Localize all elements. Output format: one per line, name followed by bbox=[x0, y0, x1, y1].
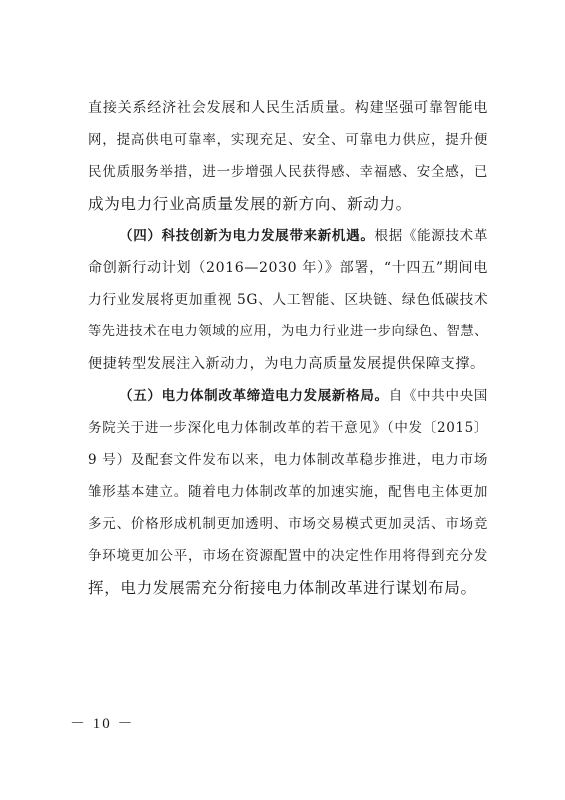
paragraph-system-reform bbox=[88, 380, 488, 604]
text-line: 便捷转型发展注入新动力，为电力高质量发展提供保障支撑。 bbox=[88, 356, 485, 372]
text-line: 9 号）及配套文件发布以来，电力体制改革稳步推进，电力市场 bbox=[88, 452, 488, 468]
text-line: 直接关系经济社会发展和人民生活质量。构建坚强可靠智能电 bbox=[88, 100, 488, 116]
text-run: 自《中共中央国 bbox=[388, 388, 488, 404]
text-line: 争环境更加公平，市场在资源配置中的决定性作用将得到充分发 bbox=[88, 548, 488, 564]
text-line: 成为电力行业高质量发展的新方向、新动力。 bbox=[88, 195, 412, 213]
text-line: 命创新行动计划（2016—2030 年）》部署，“十四五”期间电 bbox=[88, 260, 488, 276]
text-line: 民优质服务举措，进一步增强人民获得感、幸福感、安全感，已 bbox=[88, 164, 488, 180]
text-line: 务院关于进一步深化电力体制改革的若干意见》（中发〔2015〕 bbox=[88, 420, 488, 436]
text-line: 等先进技术在电力领域的应用，为电力行业进一步向绿色、智慧、 bbox=[88, 324, 488, 339]
text-run: 根据《能源技术革 bbox=[374, 228, 488, 244]
text-line: 网，提高供电可靠率，实现充足、安全、可靠电力供应，提升便 bbox=[88, 132, 488, 148]
paragraph-tech-innovation bbox=[88, 220, 488, 380]
text-line bbox=[88, 380, 488, 412]
text-line: 多元、价格形成机制更加透明、市场交易模式更加灵活、市场竞 bbox=[88, 516, 488, 532]
text-line: 雏形基本建立。随着电力体制改革的加速实施，配售电主体更加 bbox=[88, 484, 488, 500]
paragraph-continuation bbox=[88, 92, 488, 220]
page-number: － 10 － bbox=[70, 716, 135, 732]
section-heading-4: （四）科技创新为电力发展带来新机遇。 bbox=[119, 228, 375, 244]
text-line: 力行业发展将更加重视 5G、人工智能、区块链、绿色低碳技术 bbox=[88, 292, 489, 308]
body-text bbox=[88, 92, 488, 604]
text-line bbox=[88, 220, 488, 252]
text-line: 挥，电力发展需充分衔接电力体制改革进行谋划布局。 bbox=[88, 579, 477, 597]
section-heading-5: （五）电力体制改革缔造电力发展新格局。 bbox=[119, 388, 389, 404]
